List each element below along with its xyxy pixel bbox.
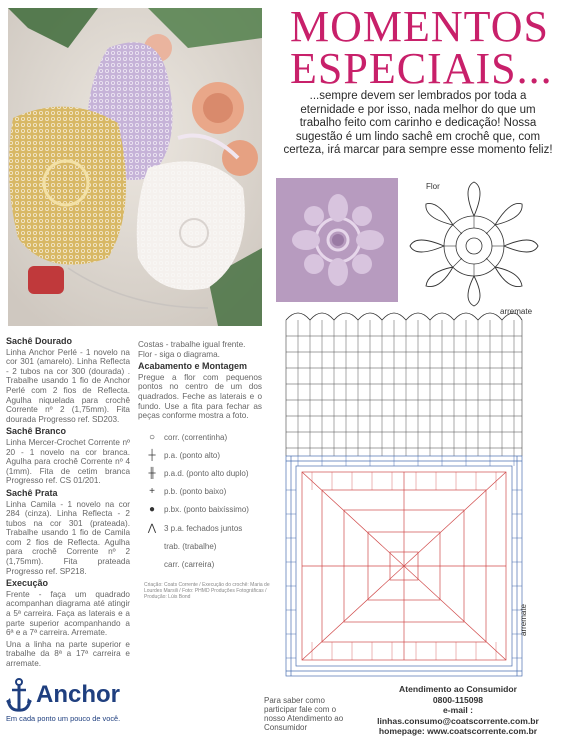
title-line-1: MOMENTOS xyxy=(290,2,550,51)
legend-row xyxy=(144,446,272,464)
branco-heading: Sachê Branco xyxy=(6,426,67,437)
sachet-crochet-diagram xyxy=(282,306,526,680)
page-title xyxy=(290,2,560,93)
flower-crochet-diagram xyxy=(404,178,554,308)
acabamento-text: Pregue a flor com pequenos pontos no centro de um dos quadrados. Feche as laterais e o fundo. Use a fita para fechar as peças conforme mostra a foto. xyxy=(138,372,262,421)
prata-heading: Sachê Prata xyxy=(6,487,58,498)
legend-label: trab. (trabalhe) xyxy=(164,541,217,551)
sachets-photo xyxy=(8,8,262,326)
legend-label: p.b. (ponto baixo) xyxy=(164,487,227,497)
legend-label: carr. (carreira) xyxy=(164,559,215,569)
chain-stitch-icon: ○ xyxy=(148,431,156,443)
flor-text: Flor - siga o diagrama. xyxy=(138,349,220,359)
contact-email-label: e-mail : xyxy=(442,705,474,715)
prata-text: Linha Camila - 1 novelo na cor 284 (cinza). Linha Reflecta - 2 tubos na cor 301 (prateada). Trabalhe usando 1 fio de Camila com 2 fios de Reflecta. Agulha para crochê Corrente nº 2 (1,75mm). Fita prateada Progresso ref. SP218. xyxy=(6,499,130,576)
contact-email: linhas.consumo@coatscorrente.com.br xyxy=(377,715,539,726)
contact-homepage: homepage: www.coatscorrente.com.br xyxy=(378,726,538,736)
execucao-text-2: Una a linha na parte superior e trabalhe da 8ª a 17ª carreira e arremate. xyxy=(6,639,130,668)
contact-heading: Atendimento ao Consumidor xyxy=(399,684,517,694)
cluster-stitch-icon: ⋀ xyxy=(147,522,157,534)
legend-row xyxy=(144,537,272,555)
brand-tagline: Em cada ponto um pouco de você. xyxy=(6,714,121,723)
credits: Criação: Coats Corrente / Execução do crochê: Maria de Lourdes Marsili / Foto: PHMD Produções Fotográficas / Produção: Lúis Bond xyxy=(144,582,270,600)
legend-row xyxy=(144,483,272,501)
treble-crochet-icon: ╫ xyxy=(148,467,156,479)
execucao-heading: Execução xyxy=(6,578,49,589)
stitch-legend xyxy=(144,428,272,574)
intro-text: ...sempre devem ser lembrados por toda a eternidade e por isso, nada melhor do que um trabalho feito com carinho e dedicação! Nossa sugestão é um lindo sachê em crochê que, com certeza, irá marcar para sempre esse momento feliz! xyxy=(283,90,553,156)
execucao-text-1: Frente - faça um quadrado acompanhan diagrama até atingir a 5ª carreira. Faça as laterais e a parte superior acompanhando a 6ª e a 7ª carreira. Arremate. xyxy=(6,589,130,638)
legend-row xyxy=(144,428,272,446)
consumer-service xyxy=(360,684,556,737)
legend-row xyxy=(144,464,272,482)
legend-blank xyxy=(144,539,160,553)
single-crochet-icon: + xyxy=(149,486,155,498)
legend-row xyxy=(144,501,272,519)
legend-label: p.a. (ponto alto) xyxy=(164,450,221,460)
legend-label: p.bx. (ponto baixíssimo) xyxy=(164,505,249,515)
double-crochet-icon: ┼ xyxy=(148,449,156,461)
legend-label: corr. (correntinha) xyxy=(164,432,228,442)
arremate-label-top: arremate xyxy=(500,307,533,316)
brand-logo: Anchor xyxy=(36,681,120,708)
contact-phone: 0800-115098 xyxy=(432,694,484,705)
slip-stitch-icon: ● xyxy=(148,504,156,516)
materials-column xyxy=(6,334,130,671)
dourado-text: Linha Anchor Perlé - 1 novelo na cor 301 (amarelo). Linha Reflecta - 2 tubos na cor 300 (dourada) . Trabalhe usando 1 fio de Anchor Perlé com 2 fios de Reflecta. Agulha niquelada para crochê Corrente nº 2 (1,75mm). Fita dourada Progresso ref. SD203. xyxy=(6,347,130,424)
legend-blank xyxy=(144,557,160,571)
branco-text: Linha Mercer-Crochet Corrente nº 20 - 1 novelo na cor branca. Agulha para crochê Corrente nº 4 (1mm). Fita de cetim branca Progresso ref. CS 01/201. xyxy=(6,437,130,486)
instructions-column xyxy=(138,340,262,421)
anchor-icon xyxy=(6,678,32,712)
legend-label: 3 p.a. fechados juntos xyxy=(164,523,243,533)
flower-diagram-label: Flor xyxy=(426,182,440,191)
contact-note: Para saber como participar fale com o nosso Atendimento ao Consumidor xyxy=(264,696,344,732)
costas-text: Costas - trabalhe igual frente. xyxy=(138,340,246,349)
legend-row xyxy=(144,555,272,573)
flower-detail-photo xyxy=(276,178,398,302)
brand-block xyxy=(6,678,146,723)
dourado-heading: Sachê Dourado xyxy=(6,336,73,346)
acabamento-heading: Acabamento e Montagem xyxy=(138,361,248,372)
legend-label: p.a.d. (ponto alto duplo) xyxy=(164,468,249,478)
arremate-label-side: arremate xyxy=(519,603,528,636)
title-line-2: ESPECIAIS... xyxy=(290,44,553,93)
legend-row xyxy=(144,519,272,537)
